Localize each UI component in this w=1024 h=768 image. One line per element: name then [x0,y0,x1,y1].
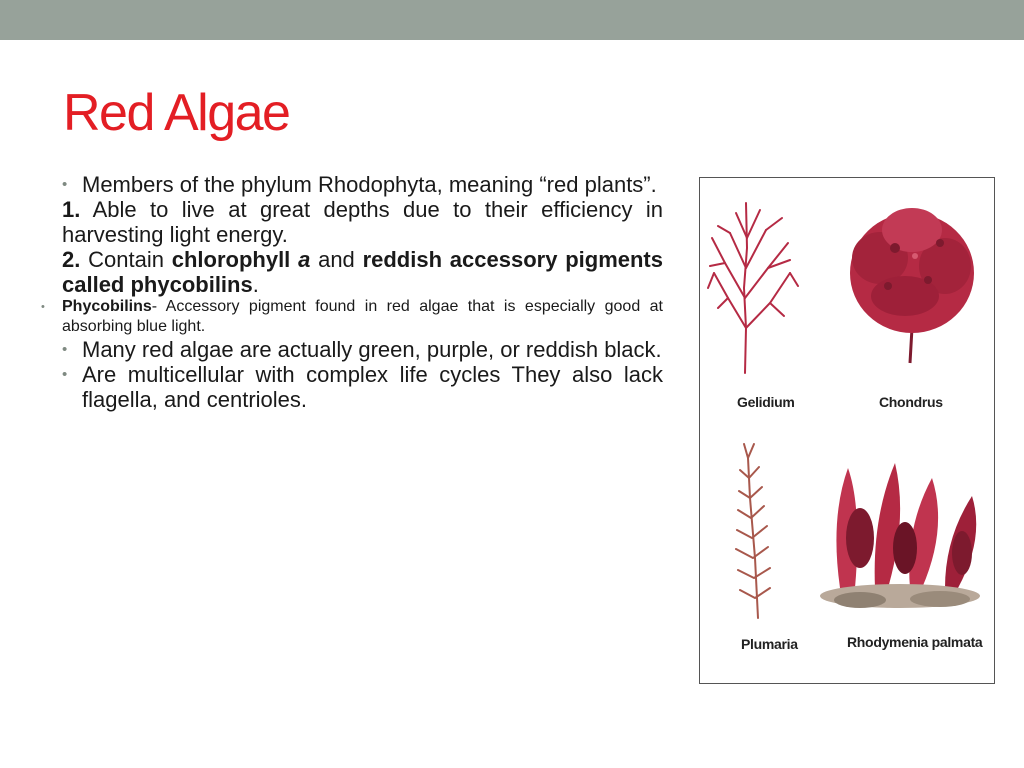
bullet-item [62,172,663,197]
sub-bullet-text: - Accessory pigment found in red algae that is especially good at absorbing blue light. [62,298,663,335]
caption-plumaria: Plumaria [741,636,798,652]
numbered-text: Contain [80,247,172,272]
bullet-dot-icon: • [62,341,68,358]
caption-rhodymenia: Rhodymenia palmata [847,634,983,650]
algae-figure [699,177,995,684]
bullet-text: Many red algae are actually green, purple, or reddish black. [82,337,662,362]
number-label: 1. [62,197,81,222]
plumaria-image [736,444,770,618]
numbered-text: and [310,247,363,272]
caption-chondrus: Chondrus [879,394,943,410]
bullet-item [62,337,663,362]
slide-body [41,172,663,412]
sub-bullet-dot-icon: • [41,301,45,313]
rhodymenia-image [820,463,980,608]
sub-bullet-item [41,297,663,337]
algae-illustration [700,178,995,684]
numbered-item [62,197,663,247]
numbered-text: . [252,272,259,297]
numbered-item [62,247,663,297]
slide-title: Red Algae [63,84,290,142]
bullet-text: Are multicellular with complex life cycles They also lack flagella, and centrioles. [82,362,663,412]
bullet-item [62,362,663,412]
bullet-text: Members of the phylum Rhodophyta, meaning “red plants”. [82,172,657,197]
bold-term: Phycobilins [62,298,152,315]
numbered-text: Able to live at great depths due to their efficiency in harvesting light energy. [62,197,663,247]
caption-gelidium: Gelidium [737,394,795,410]
number-label: 2. [62,247,81,272]
bullet-dot-icon: • [62,176,68,193]
bold-term: chlorophyll [171,247,299,272]
italic-term: a [298,247,311,272]
bullet-dot-icon: • [62,366,68,383]
top-bar [0,0,1024,40]
bold-term: reddish accessory pigments called phycobilins [62,247,663,297]
gelidium-image [708,203,798,373]
chondrus-image [850,208,974,363]
